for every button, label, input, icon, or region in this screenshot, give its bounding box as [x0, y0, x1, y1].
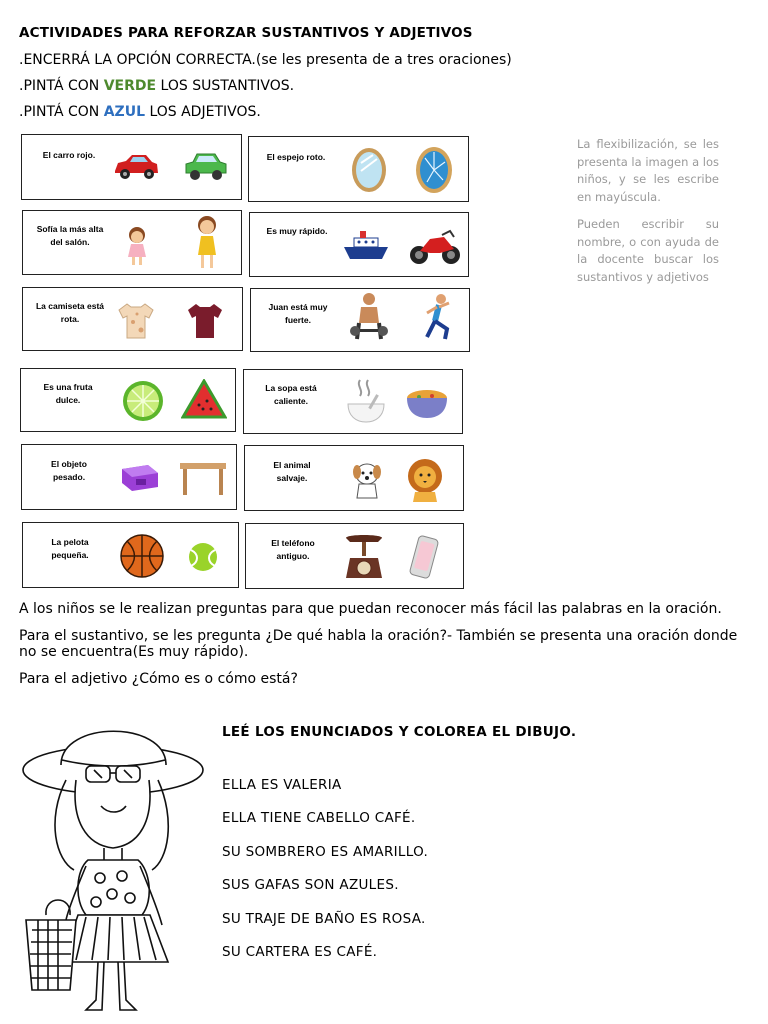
tall-girl-icon — [191, 215, 223, 271]
hot-bowl-icon — [344, 376, 388, 428]
sentence-card — [243, 369, 463, 434]
card-text: Juan está muy fuerte. — [268, 302, 328, 325]
instruction-blue-pre: .PINTÁ CON — [19, 104, 104, 120]
story-line: SU TRAJE DE BAÑO ES ROSA. — [222, 911, 426, 927]
instruction-blue — [19, 104, 261, 120]
sentence-card — [21, 444, 237, 510]
sentence-card — [249, 212, 469, 277]
watermelon-icon — [181, 379, 227, 421]
card-text: La pelota pequeña. — [51, 537, 89, 560]
sentence-card — [250, 288, 470, 352]
smartphone-icon — [406, 534, 442, 580]
instruction-green-pre: .PINTÁ CON — [19, 78, 104, 94]
soup-bowl-icon — [404, 386, 450, 422]
mirror-icon — [349, 145, 389, 195]
card-text: Es una fruta dulce. — [43, 382, 93, 405]
old-phone-icon — [342, 532, 386, 582]
lime-icon — [121, 379, 165, 423]
dog-icon — [349, 458, 385, 502]
red-car-icon — [112, 151, 160, 183]
sentence-card — [21, 134, 242, 200]
instruction-green-post: LOS SUSTANTIVOS. — [156, 78, 295, 94]
sentence-card — [244, 445, 464, 511]
card-text: El carro rojo. — [42, 150, 96, 160]
lion-icon — [403, 456, 451, 504]
broken-mirror-icon — [413, 144, 455, 196]
tennis-ball-icon — [187, 541, 219, 573]
motorcycle-icon — [408, 223, 462, 267]
basketball-icon — [119, 533, 165, 579]
story-line: SUS GAFAS SON AZULES. — [222, 877, 399, 893]
card-text: Es muy rápido. — [266, 226, 328, 236]
ship-icon — [342, 227, 390, 263]
color-word-verde: VERDE — [103, 78, 157, 94]
story-line: ELLA TIENE CABELLO CAFÉ. — [222, 810, 416, 826]
short-girl-icon — [123, 225, 151, 267]
instruction-blue-post: LOS ADJETIVOS. — [145, 104, 261, 120]
shirt-icon — [184, 300, 226, 342]
instruction-green — [19, 78, 294, 94]
side-note-flexibilization: La flexibilización, se les presenta la imagen a los niños, y se les escribe en mayúscula. — [577, 137, 720, 204]
girl-coloring-illustration — [16, 710, 216, 1020]
card-text: El espejo roto. — [266, 152, 326, 162]
story-line: SU SOMBRERO ES AMARILLO. — [222, 844, 429, 860]
sentence-card — [22, 287, 243, 351]
side-note-writing: Pueden escribir su nombre, o con ayuda de la docente buscar los sustantivos y adjetivos — [577, 217, 719, 284]
story-title: LEÉ LOS ENUNCIADOS Y COLOREA EL DIBUJO. — [222, 724, 577, 740]
noun-question-paragraph: Para el sustantivo, se les pregunta ¿De qué habla la oración?- También se presenta una oración donde no se encuentra(Es muy rápido). — [19, 628, 738, 660]
explanation-paragraph: A los niños se le realizan preguntas para que puedan reconocer más fácil las palabras en la oración. — [19, 601, 722, 617]
sentence-card — [22, 210, 242, 275]
card-text: La camiseta está rota. — [35, 301, 105, 324]
page-title: ACTIVIDADES PARA REFORZAR SUSTANTIVOS Y ADJETIVOS — [19, 25, 473, 41]
runner-icon — [421, 293, 457, 343]
sentence-card — [20, 368, 236, 432]
card-text: Sofía la más alta del salón. — [36, 224, 104, 247]
adjective-question-paragraph: Para el adjetivo ¿Cómo es o cómo está? — [19, 671, 298, 687]
card-text: El objeto pesado. — [51, 459, 87, 482]
sentence-card — [248, 136, 469, 202]
color-word-azul: AZUL — [103, 104, 145, 120]
story-line: ELLA ES VALERIA — [222, 777, 342, 793]
table-icon — [178, 457, 228, 497]
sentence-card — [22, 522, 239, 588]
card-text: El teléfono antiguo. — [271, 538, 315, 561]
sharpener-icon — [118, 459, 162, 495]
weightlifter-icon — [349, 291, 389, 347]
story-line: SU CARTERA ES CAFÉ. — [222, 944, 378, 960]
green-car-icon — [183, 149, 229, 183]
card-text: El animal salvaje. — [273, 460, 311, 483]
card-text: La sopa está caliente. — [265, 383, 317, 406]
sentence-card — [245, 523, 464, 589]
instruction-circle: .ENCERRÁ LA OPCIÓN CORRECTA.(se les presenta de a tres oraciones) — [19, 52, 512, 68]
torn-shirt-icon — [115, 300, 157, 342]
